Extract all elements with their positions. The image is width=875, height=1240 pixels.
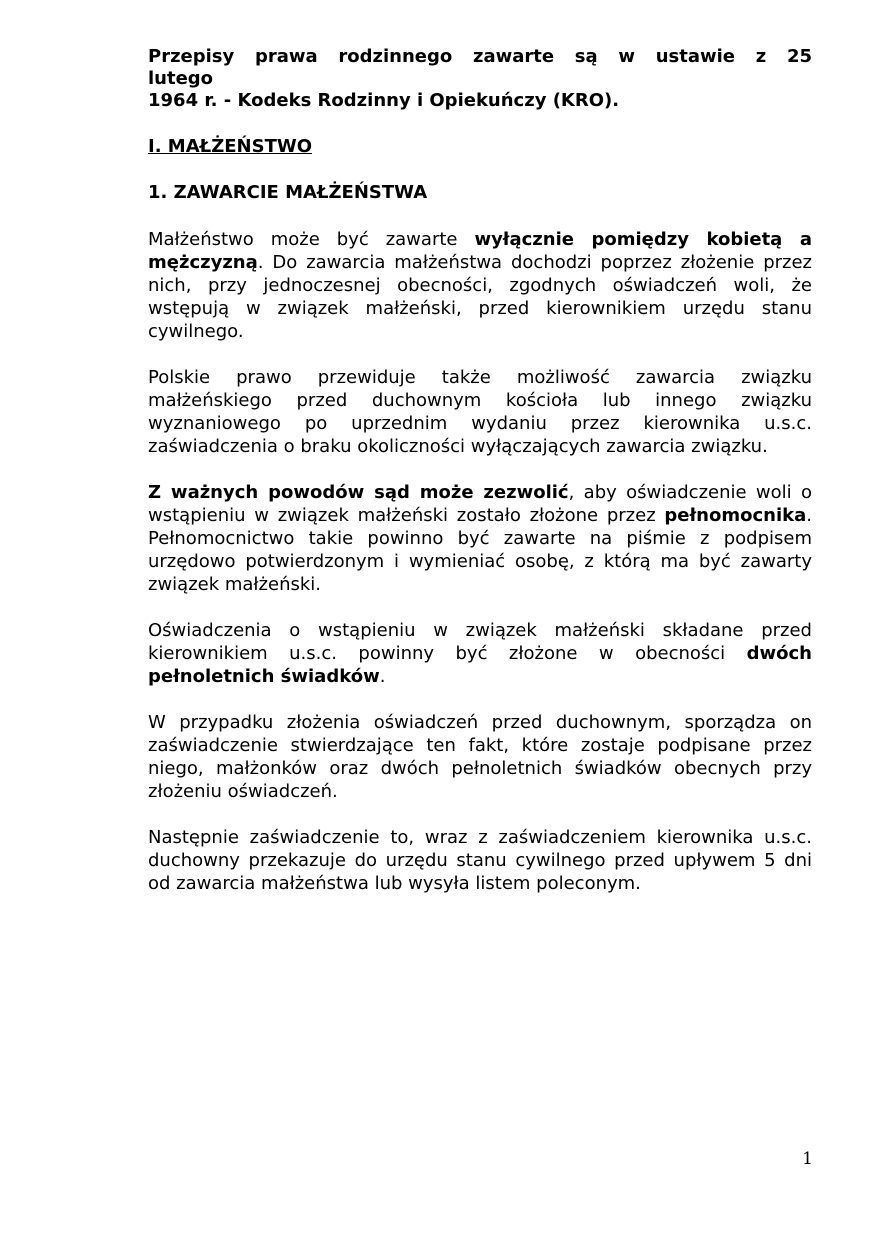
document-page xyxy=(148,46,812,895)
subsection-heading: 1. ZAWARCIE MAŁŻEŃSTWA xyxy=(148,182,428,203)
document-title xyxy=(148,46,812,112)
paragraph-1-text-c: . Do zawarcia małżeństwa dochodzi poprzez złożenie przez nich, przy jednoczesnej obecności, zgodnych oświadczeń woli, że wstępują w związek małżeński, przed kierownikiem urzędu stanu cywilnego. xyxy=(148,252,812,342)
paragraph-1 xyxy=(148,228,812,343)
title-line-1: Przepisy prawa rodzinnego zawarte są w ustawie z 25 xyxy=(148,46,812,67)
paragraph-4-text-a: Oświadczenia o wstąpieniu w związek małżeński składane przed kierownikiem u.s.c. powinny być złożone w obecności xyxy=(148,620,812,664)
paragraph-3 xyxy=(148,481,812,596)
paragraph-3-text-d: . Pełnomocnictwo takie powinno być zawarte na piśmie z podpisem urzędowo potwierdzonym i wymieniać osobę, z którą ma być zawarty związek małżeński. xyxy=(148,505,812,595)
paragraph-4-text-c: . xyxy=(379,666,386,687)
page-number: 1 xyxy=(802,1149,813,1169)
paragraph-1-bold: wyłącznie pomiędzy kobietą a mężczyzną xyxy=(148,229,812,273)
paragraph-4 xyxy=(148,619,812,688)
title-line-2: lutego xyxy=(148,68,214,89)
paragraph-3-text-b: , aby oświadczenie woli o wstąpieniu w związek małżeński zostało złożone przez xyxy=(148,482,813,526)
paragraph-5: W przypadku złożenia oświadczeń przed duchownym, sporządza on zaświadczenie stwierdzające ten fakt, które zostaje podpisane przez niego, małżonków oraz dwóch pełnoletnich świadków obecnych przy złożeniu oświadczeń. xyxy=(148,712,812,802)
paragraph-3-bold-c: pełnomocnika xyxy=(664,505,807,526)
paragraph-6: Następnie zaświadczenie to, wraz z zaświadczeniem kierownika u.s.c. duchowny przekazuje do urzędu stanu cywilnego przed upływem 5 dni od zawarcia małżeństwa lub wysyła listem poleconym. xyxy=(148,827,812,894)
paragraph-1-text-a: Małżeństwo może być zawarte xyxy=(148,229,475,250)
section-heading: I. MAŁŻEŃSTWO xyxy=(148,136,313,157)
paragraph-3-bold-a: Z ważnych powodów sąd może zezwolić xyxy=(148,482,569,503)
title-line-3: 1964 r. - Kodeks Rodzinny i Opiekuńczy (KRO). xyxy=(148,90,620,111)
paragraph-2: Polskie prawo przewiduje także możliwość zawarcia związku małżeńskiego przed duchownym kościoła lub innego związku wyznaniowego po uprzednim wydaniu przez kierownika u.s.c. zaświadczenia o braku okoliczności wyłączających zawarcia związku. xyxy=(148,367,812,457)
paragraph-4-bold: dwóch pełnoletnich świadków xyxy=(148,643,812,687)
